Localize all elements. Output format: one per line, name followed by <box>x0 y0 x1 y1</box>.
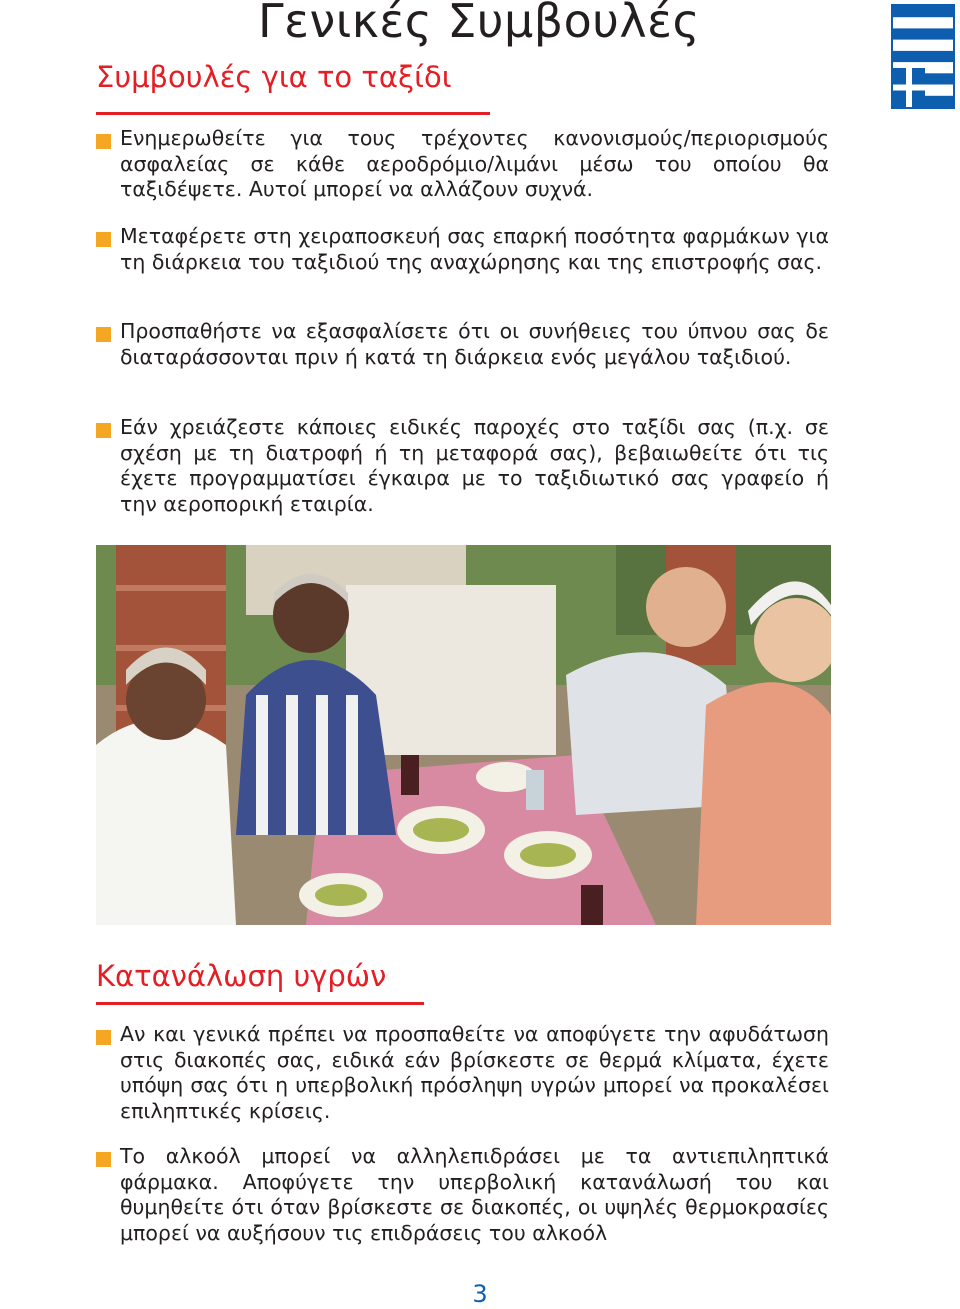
bullet-square-icon <box>96 232 111 247</box>
page-number: 3 <box>472 1280 488 1308</box>
list-item <box>96 1022 829 1124</box>
list-item <box>96 319 829 370</box>
bullet-square-icon <box>96 423 111 438</box>
bullet-square-icon <box>96 1152 111 1167</box>
list-item <box>96 224 829 275</box>
list-item <box>96 1144 829 1246</box>
section-title-fluids: Κατανάλωση υγρών <box>96 959 387 993</box>
section-underline-travel <box>96 112 490 115</box>
bullet-text: Προσπαθήστε να εξασφαλίσετε ότι οι συνήθειες του ύπνου σας δε διαταράσσονται πριν ή κατά τη διάρκεια ενός μεγάλου ταξιδιού. <box>120 319 829 369</box>
section-title-travel: Συμβουλές για το ταξίδι <box>96 60 452 94</box>
page-title: Γενικές Συμβουλές <box>258 0 700 48</box>
section-underline-fluids <box>96 1002 424 1005</box>
bullet-square-icon <box>96 134 111 149</box>
bullet-square-icon <box>96 327 111 342</box>
bullet-text: Εάν χρειάζεστε κάποιες ειδικές παροχές στο ταξίδι σας (π.χ. σε σχέση με τη διατροφή ή τη μεταφορά σας), βεβαιωθείτε ότι τις έχετε προγραμματίσει έγκαιρα με το ταξιδιωτικό σας γραφείο ή την αεροπορική εταιρία. <box>120 415 829 516</box>
photo-friends-dining-outdoors <box>96 545 831 925</box>
list-item <box>96 126 829 203</box>
bullet-text: Μεταφέρετε στη χειραποσκευή σας επαρκή ποσότητα φαρμάκων για τη διάρκεια του ταξιδιού της αναχώρησης και της επιστροφής σας. <box>120 224 829 274</box>
bullet-text: Το αλκοόλ μπορεί να αλληλεπιδράσει με τα αντιεπιληπτικά φάρμακα. Αποφύγετε την υπερβολική κατανάλωσή του και θυμηθείτε ότι όταν βρίσκεστε σε διακοπές, οι υψηλές θερμοκρασίες μπορεί να αυξήσουν τις επιδράσεις του αλκοόλ <box>120 1144 829 1245</box>
greek-flag-icon <box>891 4 955 109</box>
list-item <box>96 415 829 517</box>
bullet-text: Ενημερωθείτε για τους τρέχοντες κανονισμούς/περιορισμούς ασφαλείας σε κάθε αεροδρόμιο/λιμάνι μέσω του οποίου θα ταξιδέψετε. Αυτοί μπορεί να αλλάζουν συχνά. <box>120 126 829 201</box>
bullet-square-icon <box>96 1030 111 1045</box>
bullet-text: Αν και γενικά πρέπει να προσπαθείτε να αποφύγετε την αφυδάτωση στις διακοπές σας, ειδικά εάν βρίσκεστε σε θερμά κλίματα, έχετε υπόψη σας ότι η υπερβολική πρόσληψη υγρών μπορεί να προκαλέσει επιληπτικές κρίσεις. <box>120 1022 829 1123</box>
